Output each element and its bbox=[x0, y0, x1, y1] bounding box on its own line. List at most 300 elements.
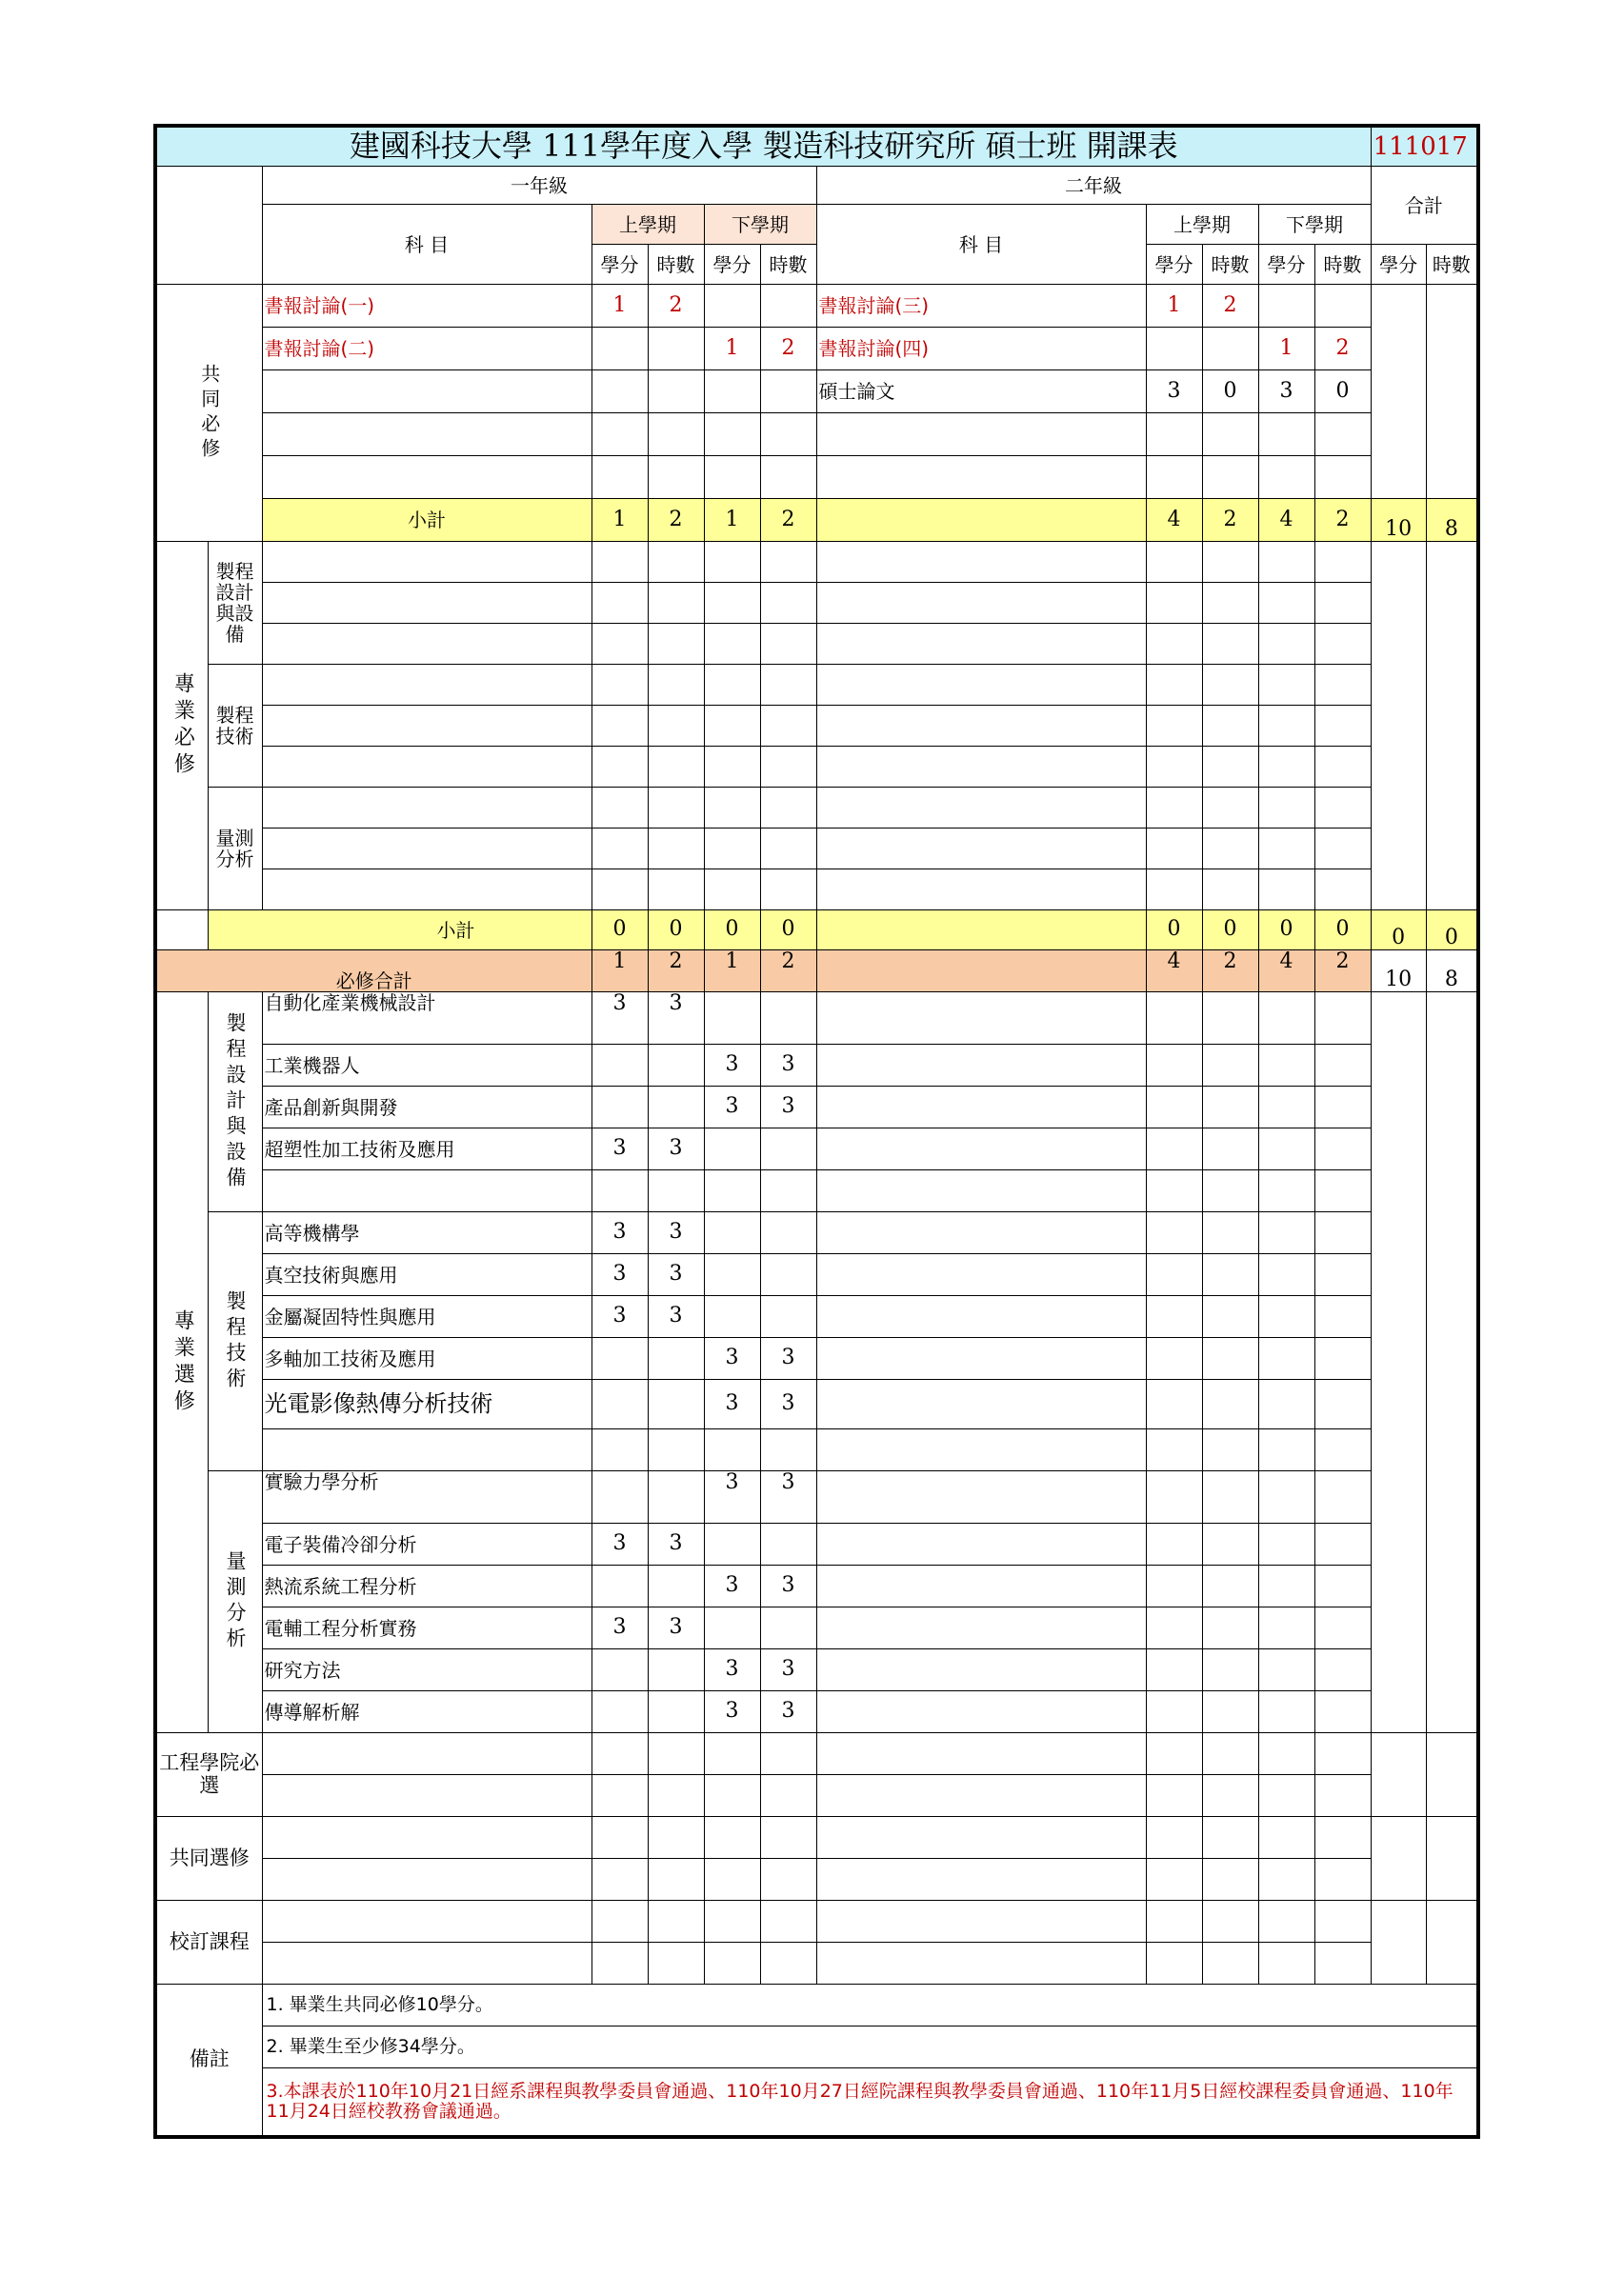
empty-cell bbox=[1314, 1128, 1371, 1170]
empty-cell bbox=[1202, 747, 1258, 788]
empty-cell bbox=[648, 869, 704, 910]
value-cell: 3 bbox=[1146, 370, 1202, 413]
remark-item: 3.本課表於110年10月21日經系課程與教學委員會通過、110年10月27日經院課程與教學委員會通過、110年11月5日經校課程委員會通過、110年11月24日經校教務會議通過。 bbox=[262, 2068, 1478, 2137]
empty-cell bbox=[1202, 1212, 1258, 1254]
empty-cell bbox=[1314, 1045, 1371, 1087]
empty-cell bbox=[1258, 706, 1314, 747]
value-cell bbox=[591, 1471, 648, 1524]
empty-cell bbox=[704, 747, 760, 788]
value-cell bbox=[704, 1607, 760, 1649]
empty-cell bbox=[648, 788, 704, 829]
empty-cell bbox=[816, 788, 1146, 829]
table-row bbox=[155, 126, 1478, 167]
value-cell: 4 bbox=[1258, 950, 1314, 992]
empty-cell bbox=[704, 583, 760, 624]
empty-cell bbox=[816, 542, 1146, 583]
value-cell: 4 bbox=[1258, 499, 1314, 542]
empty-cell bbox=[1314, 1338, 1371, 1380]
value-cell: 1 bbox=[1258, 328, 1314, 370]
table-row bbox=[155, 829, 1478, 869]
empty-cell bbox=[1258, 1338, 1314, 1380]
value-cell: 10 bbox=[1371, 950, 1426, 992]
table-row bbox=[155, 1429, 1478, 1471]
empty-cell bbox=[648, 747, 704, 788]
empty-cell bbox=[648, 1733, 704, 1775]
section-label: 工程學院必選 bbox=[155, 1733, 262, 1817]
empty-cell bbox=[1202, 1524, 1258, 1566]
empty-cell bbox=[1146, 1859, 1202, 1901]
table-row bbox=[155, 747, 1478, 788]
empty-cell bbox=[1258, 788, 1314, 829]
empty-cell bbox=[262, 1733, 591, 1775]
course-name: 研究方法 bbox=[262, 1649, 591, 1691]
value-cell: 3 bbox=[760, 1471, 816, 1524]
empty-cell bbox=[1202, 583, 1258, 624]
table-row bbox=[155, 950, 1478, 992]
empty-cell bbox=[816, 1296, 1146, 1338]
table-row bbox=[155, 1901, 1478, 1943]
empty-cell bbox=[816, 910, 1146, 950]
value-cell bbox=[1314, 413, 1371, 456]
empty-cell bbox=[816, 950, 1146, 992]
empty-cell bbox=[1314, 1254, 1371, 1296]
empty-cell bbox=[648, 829, 704, 869]
value-cell bbox=[1258, 285, 1314, 328]
value-cell bbox=[704, 1128, 760, 1170]
value-cell: 3 bbox=[648, 992, 704, 1045]
value-cell: 3 bbox=[704, 1380, 760, 1429]
value-cell: 1 bbox=[591, 499, 648, 542]
empty-cell bbox=[1314, 1817, 1371, 1859]
empty-cell bbox=[816, 583, 1146, 624]
form-code: 111017 bbox=[1371, 126, 1478, 167]
empty-cell bbox=[591, 665, 648, 706]
value-cell: 1 bbox=[704, 328, 760, 370]
value-cell bbox=[648, 1170, 704, 1212]
empty-cell bbox=[1314, 1733, 1371, 1775]
empty-cell bbox=[262, 747, 591, 788]
empty-cell bbox=[1314, 1429, 1371, 1471]
empty-cell bbox=[1146, 1296, 1202, 1338]
total-cell bbox=[1371, 285, 1426, 499]
value-cell bbox=[704, 285, 760, 328]
empty-cell bbox=[1314, 706, 1371, 747]
empty-cell bbox=[816, 1380, 1146, 1429]
empty-cell bbox=[704, 624, 760, 665]
value-cell: 2 bbox=[760, 499, 816, 542]
value-cell bbox=[760, 285, 816, 328]
value-cell: 2 bbox=[1202, 499, 1258, 542]
value-cell: 1 bbox=[1146, 285, 1202, 328]
table-row bbox=[155, 992, 1478, 1045]
course-name bbox=[816, 456, 1146, 499]
empty-cell bbox=[704, 665, 760, 706]
empty-cell bbox=[704, 706, 760, 747]
value-cell bbox=[760, 1429, 816, 1471]
value-cell: 3 bbox=[591, 1212, 648, 1254]
empty-cell bbox=[760, 1943, 816, 1985]
value-cell: 3 bbox=[648, 1128, 704, 1170]
group-label: 製程技術 bbox=[208, 1212, 262, 1471]
empty-cell bbox=[816, 1524, 1146, 1566]
empty-cell bbox=[1258, 624, 1314, 665]
empty-cell bbox=[704, 542, 760, 583]
empty-cell bbox=[1146, 665, 1202, 706]
empty-cell bbox=[816, 1901, 1146, 1943]
value-cell: 0 bbox=[1314, 370, 1371, 413]
total-cell bbox=[1371, 992, 1426, 1733]
empty-cell bbox=[1146, 1607, 1202, 1649]
empty-cell bbox=[1314, 1775, 1371, 1817]
value-cell bbox=[704, 1429, 760, 1471]
empty-cell bbox=[816, 1212, 1146, 1254]
empty-cell bbox=[591, 706, 648, 747]
group-label: 量測分析 bbox=[208, 1471, 262, 1733]
value-cell bbox=[648, 1566, 704, 1607]
course-name bbox=[262, 456, 591, 499]
empty-cell bbox=[704, 1859, 760, 1901]
empty-cell bbox=[1146, 1691, 1202, 1733]
value-cell bbox=[1258, 456, 1314, 499]
y1-second-sem-header: 下學期 bbox=[704, 205, 816, 245]
empty-cell bbox=[1258, 1045, 1314, 1087]
value-cell bbox=[760, 370, 816, 413]
hours-header: 時數 bbox=[760, 245, 816, 285]
header-corner bbox=[155, 167, 262, 285]
empty-cell bbox=[760, 869, 816, 910]
value-cell: 0 bbox=[1371, 910, 1426, 950]
empty-cell bbox=[1202, 1649, 1258, 1691]
value-cell bbox=[648, 1338, 704, 1380]
credits-header: 學分 bbox=[1146, 245, 1202, 285]
empty-cell bbox=[1146, 1429, 1202, 1471]
empty-cell bbox=[648, 1775, 704, 1817]
empty-cell bbox=[262, 665, 591, 706]
value-cell bbox=[1146, 456, 1202, 499]
value-cell bbox=[591, 1170, 648, 1212]
empty-cell bbox=[1146, 1566, 1202, 1607]
empty-cell bbox=[704, 1943, 760, 1985]
table-row bbox=[155, 2026, 1478, 2068]
group-label: 製程技術 bbox=[208, 665, 262, 788]
y1-first-sem-header: 上學期 bbox=[591, 205, 704, 245]
table-row bbox=[155, 1691, 1478, 1733]
empty-cell bbox=[704, 1733, 760, 1775]
table-row bbox=[155, 1128, 1478, 1170]
empty-cell bbox=[1314, 992, 1371, 1045]
value-cell bbox=[704, 1296, 760, 1338]
empty-cell bbox=[1314, 1524, 1371, 1566]
table-row bbox=[155, 1607, 1478, 1649]
course-name: 書報討論(二) bbox=[262, 328, 591, 370]
empty-cell bbox=[1258, 1775, 1314, 1817]
empty-cell bbox=[1146, 624, 1202, 665]
total-cell bbox=[1371, 1733, 1426, 1817]
empty-cell bbox=[1146, 992, 1202, 1045]
empty-cell bbox=[1202, 1045, 1258, 1087]
value-cell bbox=[648, 413, 704, 456]
subject-header: 科 目 bbox=[816, 205, 1146, 285]
table-row bbox=[155, 1566, 1478, 1607]
value-cell bbox=[591, 1380, 648, 1429]
empty-cell bbox=[1258, 1087, 1314, 1128]
empty-cell bbox=[816, 665, 1146, 706]
table-row bbox=[155, 205, 1478, 245]
empty-cell bbox=[760, 1817, 816, 1859]
empty-cell bbox=[1146, 1087, 1202, 1128]
empty-cell bbox=[816, 1170, 1146, 1212]
empty-cell bbox=[1258, 1649, 1314, 1691]
credits-header: 學分 bbox=[1258, 245, 1314, 285]
empty-cell bbox=[816, 1338, 1146, 1380]
empty-cell bbox=[591, 1901, 648, 1943]
empty-cell bbox=[816, 1691, 1146, 1733]
value-cell bbox=[760, 1212, 816, 1254]
value-cell: 1 bbox=[704, 499, 760, 542]
empty-cell bbox=[1202, 1859, 1258, 1901]
value-cell: 0 bbox=[1314, 910, 1371, 950]
value-cell bbox=[704, 1170, 760, 1212]
empty-cell bbox=[1314, 1170, 1371, 1212]
value-cell: 3 bbox=[648, 1212, 704, 1254]
empty-cell bbox=[1314, 869, 1371, 910]
required-total-label: 必修合計 bbox=[155, 950, 591, 992]
empty-cell bbox=[816, 1943, 1146, 1985]
table-row bbox=[155, 1380, 1478, 1429]
value-cell: 3 bbox=[591, 1128, 648, 1170]
empty-cell bbox=[1146, 788, 1202, 829]
value-cell: 8 bbox=[1426, 950, 1478, 992]
empty-cell bbox=[816, 869, 1146, 910]
value-cell: 10 bbox=[1371, 499, 1426, 542]
empty-cell bbox=[648, 1943, 704, 1985]
course-name: 書報討論(一) bbox=[262, 285, 591, 328]
value-cell: 3 bbox=[760, 1566, 816, 1607]
value-cell bbox=[648, 456, 704, 499]
empty-cell bbox=[1314, 747, 1371, 788]
value-cell bbox=[591, 413, 648, 456]
empty-cell bbox=[760, 1733, 816, 1775]
page-title: 建國科技大學 111學年度入學 製造科技研究所 碩士班 開課表 bbox=[155, 126, 1371, 167]
empty-cell bbox=[1314, 542, 1371, 583]
empty-cell bbox=[1146, 542, 1202, 583]
empty-cell bbox=[1258, 1566, 1314, 1607]
empty-cell bbox=[648, 624, 704, 665]
value-cell: 2 bbox=[1202, 285, 1258, 328]
empty-cell bbox=[1258, 542, 1314, 583]
value-cell: 4 bbox=[1146, 950, 1202, 992]
empty-cell bbox=[1258, 992, 1314, 1045]
major-elective-label: 專業選修 bbox=[155, 992, 208, 1733]
empty-cell bbox=[1146, 1943, 1202, 1985]
empty-cell bbox=[1202, 1087, 1258, 1128]
hours-header: 時數 bbox=[1314, 245, 1371, 285]
empty-cell bbox=[1202, 1254, 1258, 1296]
total-cell bbox=[1371, 1817, 1426, 1901]
empty-cell bbox=[816, 829, 1146, 869]
value-cell: 0 bbox=[648, 910, 704, 950]
credits-header: 學分 bbox=[591, 245, 648, 285]
value-cell bbox=[1202, 456, 1258, 499]
empty-cell bbox=[816, 747, 1146, 788]
empty-cell bbox=[760, 542, 816, 583]
value-cell: 0 bbox=[1426, 910, 1478, 950]
credits-header: 學分 bbox=[704, 245, 760, 285]
empty-cell bbox=[262, 583, 591, 624]
empty-cell bbox=[816, 499, 1146, 542]
empty-cell bbox=[262, 542, 591, 583]
table-row bbox=[155, 788, 1478, 829]
table-row bbox=[155, 285, 1478, 328]
empty-cell bbox=[262, 1901, 591, 1943]
empty-cell bbox=[1202, 624, 1258, 665]
empty-cell bbox=[760, 1775, 816, 1817]
table-row bbox=[155, 869, 1478, 910]
empty-cell bbox=[1146, 1170, 1202, 1212]
empty-cell bbox=[591, 1859, 648, 1901]
empty-cell bbox=[760, 788, 816, 829]
empty-cell bbox=[591, 583, 648, 624]
table-row bbox=[155, 910, 1478, 950]
value-cell bbox=[591, 456, 648, 499]
empty-cell bbox=[816, 992, 1146, 1045]
group-label: 製程設計與設備 bbox=[208, 542, 262, 665]
empty-cell bbox=[591, 829, 648, 869]
empty-cell bbox=[1314, 1607, 1371, 1649]
total-cell bbox=[1371, 542, 1426, 910]
y2-second-sem-header: 下學期 bbox=[1258, 205, 1371, 245]
course-name: 真空技術與應用 bbox=[262, 1254, 591, 1296]
value-cell bbox=[760, 1170, 816, 1212]
empty-cell bbox=[1202, 1607, 1258, 1649]
value-cell: 3 bbox=[760, 1045, 816, 1087]
empty-cell bbox=[1258, 1859, 1314, 1901]
empty-cell bbox=[1146, 1901, 1202, 1943]
empty-cell bbox=[1202, 1170, 1258, 1212]
value-cell bbox=[591, 1045, 648, 1087]
total-cell bbox=[1426, 285, 1478, 499]
value-cell: 3 bbox=[591, 1524, 648, 1566]
value-cell: 2 bbox=[1314, 499, 1371, 542]
course-name: 電子裝備冷卻分析 bbox=[262, 1524, 591, 1566]
value-cell: 2 bbox=[1202, 950, 1258, 992]
empty-cell bbox=[1146, 1817, 1202, 1859]
empty-cell bbox=[1202, 1566, 1258, 1607]
value-cell: 3 bbox=[591, 992, 648, 1045]
empty-cell bbox=[262, 829, 591, 869]
empty-cell bbox=[1314, 1901, 1371, 1943]
table-row bbox=[155, 1733, 1478, 1775]
hours-header: 時數 bbox=[1426, 245, 1478, 285]
empty-cell bbox=[648, 542, 704, 583]
empty-cell bbox=[1202, 1128, 1258, 1170]
value-cell: 3 bbox=[704, 1338, 760, 1380]
group-label: 製程設計與設備 bbox=[208, 992, 262, 1212]
course-name: 碩士論文 bbox=[816, 370, 1146, 413]
empty-cell bbox=[760, 665, 816, 706]
empty-cell bbox=[1146, 1254, 1202, 1296]
empty-cell bbox=[1258, 1170, 1314, 1212]
value-cell bbox=[591, 1691, 648, 1733]
empty-cell bbox=[1314, 829, 1371, 869]
empty-cell bbox=[760, 583, 816, 624]
value-cell bbox=[591, 1087, 648, 1128]
total-cell bbox=[1426, 542, 1478, 910]
empty-cell bbox=[1258, 583, 1314, 624]
empty-cell bbox=[262, 1817, 591, 1859]
empty-cell bbox=[1202, 1338, 1258, 1380]
empty-cell bbox=[1258, 1524, 1314, 1566]
value-cell: 3 bbox=[591, 1607, 648, 1649]
value-cell: 2 bbox=[648, 950, 704, 992]
empty-cell bbox=[816, 706, 1146, 747]
empty-cell bbox=[816, 1649, 1146, 1691]
total-cell bbox=[1371, 1901, 1426, 1985]
empty-cell bbox=[1202, 1380, 1258, 1429]
empty-cell bbox=[704, 788, 760, 829]
value-cell bbox=[704, 992, 760, 1045]
empty-cell bbox=[760, 1859, 816, 1901]
course-name bbox=[816, 413, 1146, 456]
value-cell: 3 bbox=[704, 1471, 760, 1524]
group-label: 量測分析 bbox=[208, 788, 262, 910]
value-cell bbox=[648, 1429, 704, 1471]
empty-cell bbox=[155, 910, 208, 950]
empty-cell bbox=[591, 1733, 648, 1775]
table-row bbox=[155, 328, 1478, 370]
total-header: 合計 bbox=[1371, 167, 1478, 245]
value-cell bbox=[1146, 328, 1202, 370]
empty-cell bbox=[648, 583, 704, 624]
subject-header: 科 目 bbox=[262, 205, 591, 285]
empty-cell bbox=[591, 624, 648, 665]
value-cell: 2 bbox=[648, 499, 704, 542]
table-row bbox=[155, 456, 1478, 499]
empty-cell bbox=[816, 1733, 1146, 1775]
table-row bbox=[155, 1170, 1478, 1212]
empty-cell bbox=[816, 1471, 1146, 1524]
empty-cell bbox=[1314, 1691, 1371, 1733]
credits-header: 學分 bbox=[1371, 245, 1426, 285]
course-name: 書報討論(三) bbox=[816, 285, 1146, 328]
empty-cell bbox=[1258, 1254, 1314, 1296]
empty-cell bbox=[760, 829, 816, 869]
table-row bbox=[155, 1087, 1478, 1128]
table-row bbox=[155, 1817, 1478, 1859]
value-cell: 0 bbox=[1258, 910, 1314, 950]
empty-cell bbox=[1258, 1429, 1314, 1471]
value-cell: 3 bbox=[1258, 370, 1314, 413]
value-cell bbox=[1202, 413, 1258, 456]
value-cell bbox=[1314, 456, 1371, 499]
course-name: 自動化產業機械設計 bbox=[262, 992, 591, 1045]
empty-cell bbox=[1314, 665, 1371, 706]
empty-cell bbox=[816, 1817, 1146, 1859]
table-row bbox=[155, 370, 1478, 413]
table-row bbox=[155, 1859, 1478, 1901]
empty-cell bbox=[1314, 1296, 1371, 1338]
empty-cell bbox=[1146, 1775, 1202, 1817]
value-cell: 0 bbox=[591, 910, 648, 950]
empty-cell bbox=[1146, 1380, 1202, 1429]
empty-cell bbox=[1202, 665, 1258, 706]
value-cell bbox=[591, 370, 648, 413]
hours-header: 時數 bbox=[648, 245, 704, 285]
value-cell: 3 bbox=[648, 1607, 704, 1649]
empty-cell bbox=[1258, 829, 1314, 869]
empty-cell bbox=[1258, 1296, 1314, 1338]
course-name: 電輔工程分析實務 bbox=[262, 1607, 591, 1649]
